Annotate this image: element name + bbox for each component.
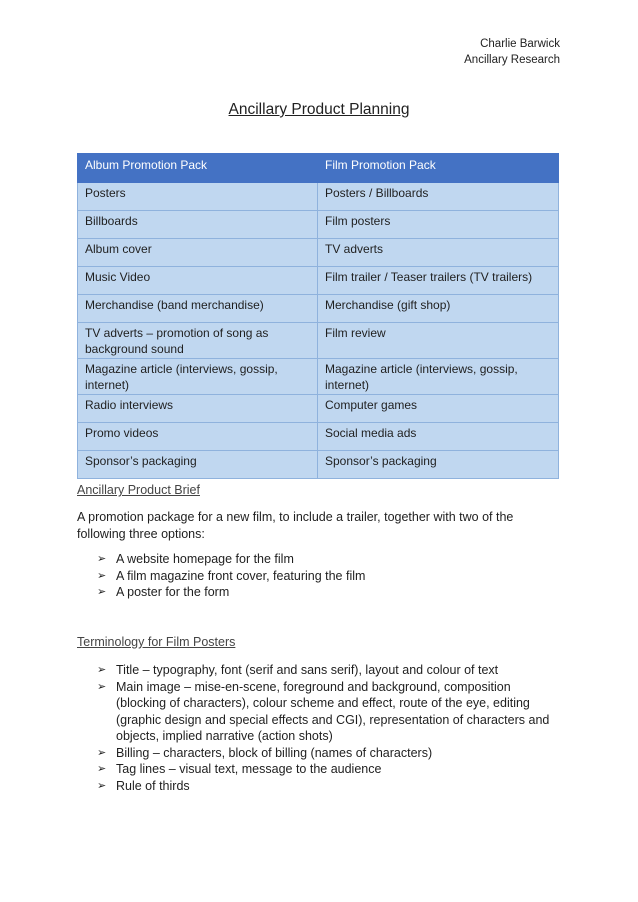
list-item bbox=[97, 778, 559, 795]
list-item bbox=[97, 679, 559, 745]
list-item bbox=[97, 662, 559, 679]
table-cell: TV adverts bbox=[318, 239, 559, 267]
table-row bbox=[78, 395, 559, 423]
list-item-text: A website homepage for the film bbox=[116, 552, 294, 566]
terminology-heading: Terminology for Film Posters bbox=[77, 635, 236, 649]
table-cell: Merchandise (gift shop) bbox=[318, 295, 559, 323]
list-item-text: Billing – characters, block of billing (names of characters) bbox=[116, 745, 433, 760]
table-cell: Film posters bbox=[318, 211, 559, 239]
table-cell: Merchandise (band merchandise) bbox=[78, 295, 318, 323]
arrow-bullet-icon: ➢ bbox=[97, 586, 107, 598]
list-item-text: Tag lines – visual text, message to the audience bbox=[116, 762, 382, 776]
table-cell: Posters / Billboards bbox=[318, 183, 559, 211]
list-item bbox=[97, 568, 559, 585]
arrow-bullet-icon: ➢ bbox=[97, 664, 107, 676]
arrow-bullet-icon: ➢ bbox=[97, 746, 107, 759]
list-item bbox=[97, 584, 559, 601]
arrow-bullet-icon: ➢ bbox=[97, 680, 107, 693]
table-cell: Promo videos bbox=[78, 423, 318, 451]
table-cell: Radio interviews bbox=[78, 395, 318, 423]
table-cell: Computer games bbox=[318, 395, 559, 423]
table-row bbox=[78, 267, 559, 295]
brief-paragraph: A promotion package for a new film, to include a trailer, together with two of the following three options: bbox=[77, 510, 514, 541]
table-header-album: Album Promotion Pack bbox=[78, 154, 318, 183]
page-title: Ancillary Product Planning bbox=[228, 101, 410, 118]
planning-table bbox=[77, 153, 559, 479]
table-row bbox=[78, 295, 559, 323]
list-item bbox=[97, 761, 559, 778]
table-cell: TV adverts – promotion of song as background sound bbox=[78, 323, 318, 359]
brief-heading: Ancillary Product Brief bbox=[77, 483, 200, 497]
arrow-bullet-icon: ➢ bbox=[97, 779, 107, 792]
table-row bbox=[78, 239, 559, 267]
table-row bbox=[78, 359, 559, 395]
table-cell: Posters bbox=[78, 183, 318, 211]
list-item-text: A film magazine front cover, featuring the film bbox=[116, 568, 366, 583]
page-header bbox=[464, 37, 560, 68]
table-cell: Sponsor’s packaging bbox=[78, 451, 318, 479]
table-header-film: Film Promotion Pack bbox=[318, 154, 559, 183]
table-row bbox=[78, 423, 559, 451]
arrow-bullet-icon: ➢ bbox=[97, 763, 107, 775]
table-cell: Social media ads bbox=[318, 423, 559, 451]
table-cell: Film trailer / Teaser trailers (TV trailers) bbox=[318, 267, 559, 295]
table-row bbox=[78, 451, 559, 479]
list-item-text: Rule of thirds bbox=[116, 778, 190, 793]
table-cell: Film review bbox=[318, 323, 559, 359]
table-cell: Billboards bbox=[78, 211, 318, 239]
list-item-text: Main image – mise-en-scene, foreground and background, composition (blocking of characters), colour scheme and effect, route of the eye, editing (graphic design and special effects and CGI), representation of characters and objects, implied narrative (action shots) bbox=[116, 679, 550, 743]
list-item-text: A poster for the form bbox=[116, 585, 230, 599]
table-row bbox=[78, 211, 559, 239]
brief-list bbox=[97, 551, 559, 601]
arrow-bullet-icon: ➢ bbox=[97, 569, 107, 582]
table-cell: Sponsor’s packaging bbox=[318, 451, 559, 479]
table-header-row bbox=[78, 154, 559, 183]
list-item bbox=[97, 551, 559, 568]
table-cell: Magazine article (interviews, gossip, internet) bbox=[78, 359, 318, 395]
arrow-bullet-icon: ➢ bbox=[97, 553, 107, 565]
table-row bbox=[78, 183, 559, 211]
list-item bbox=[97, 745, 559, 762]
author-name: Charlie Barwick bbox=[480, 38, 560, 50]
table-cell: Magazine article (interviews, gossip, internet) bbox=[318, 359, 559, 395]
table-row bbox=[78, 323, 559, 359]
header-subtitle: Ancillary Research bbox=[464, 53, 560, 66]
terminology-list bbox=[97, 662, 559, 794]
table-cell: Album cover bbox=[78, 239, 318, 267]
list-item-text: Title – typography, font (serif and sans serif), layout and colour of text bbox=[116, 663, 499, 677]
table-cell: Music Video bbox=[78, 267, 318, 295]
